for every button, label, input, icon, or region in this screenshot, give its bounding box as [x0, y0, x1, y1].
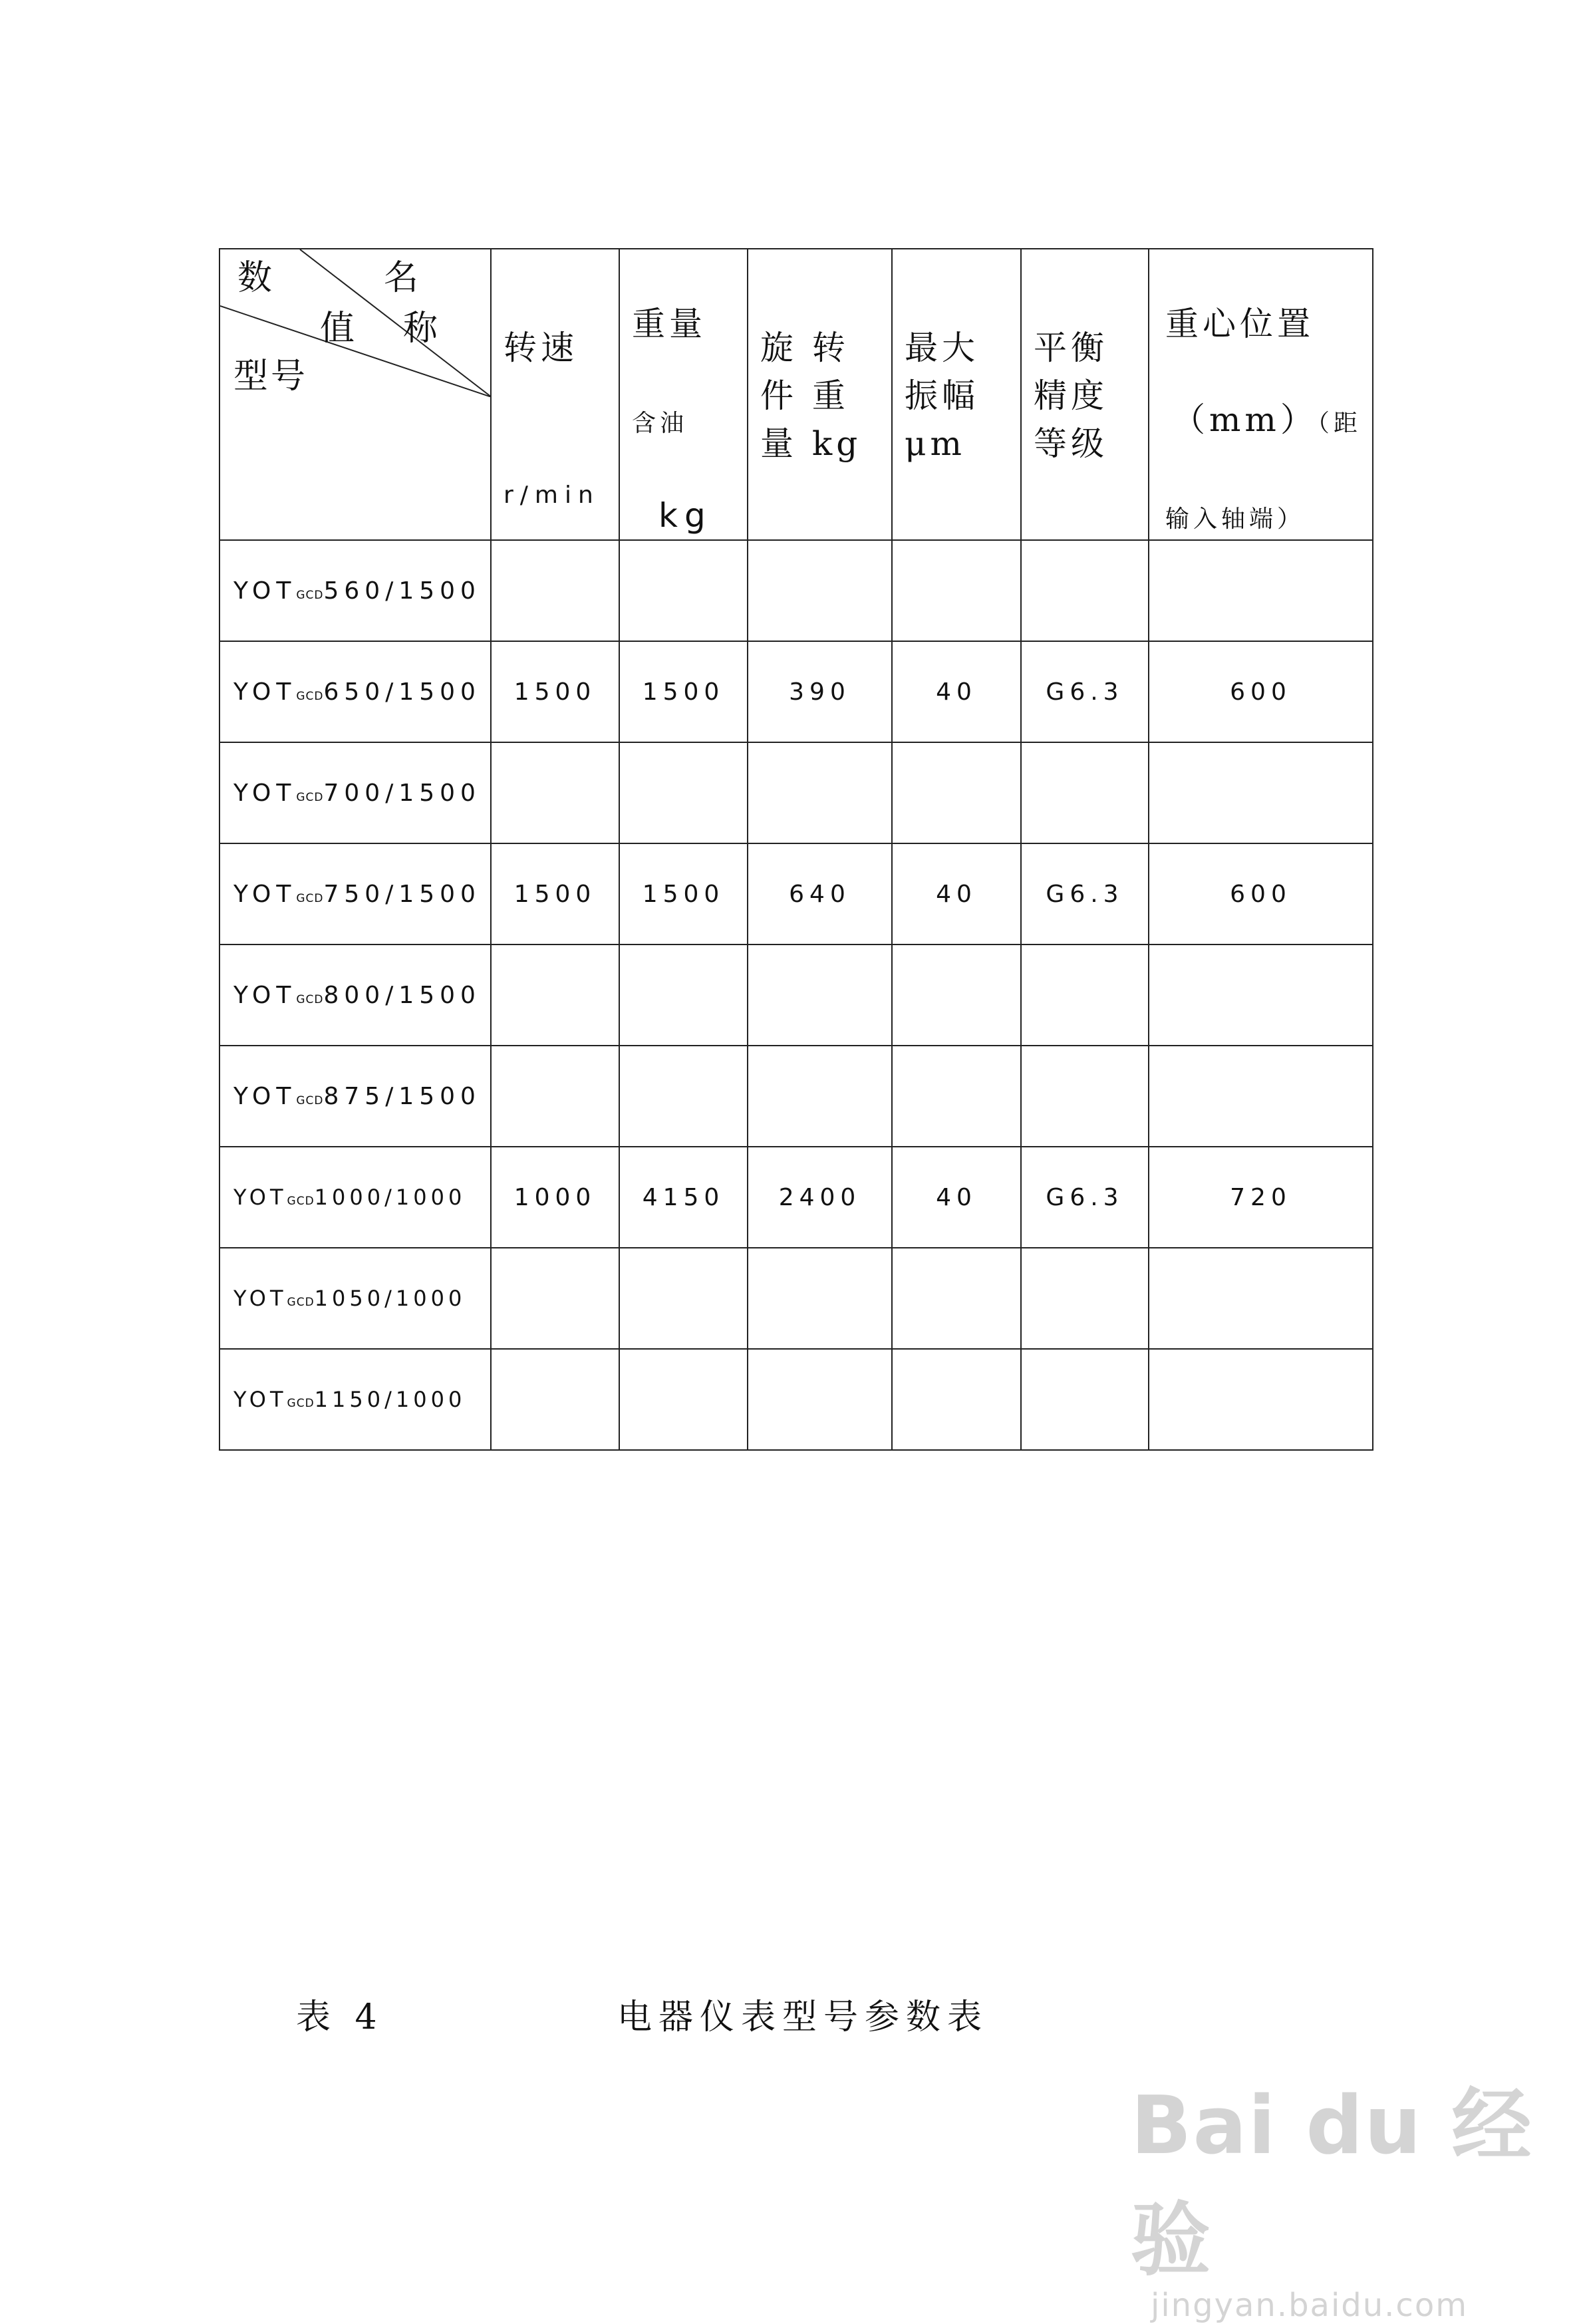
cell-rot — [748, 540, 892, 641]
cell-cog: 600 — [1149, 641, 1373, 742]
table-row — [219, 1349, 1373, 1450]
cell-speed — [491, 1349, 619, 1450]
cell-rot — [748, 1349, 892, 1450]
parameter-table — [219, 248, 1373, 1451]
header-cog-unit: （mm） — [1172, 400, 1318, 439]
table-row — [219, 641, 1373, 742]
model-suffix: 1050/1000 — [314, 1286, 466, 1311]
diag-label-cheng: 称 — [403, 309, 438, 349]
cell-cog — [1149, 1046, 1373, 1147]
cell-speed — [491, 1046, 619, 1147]
cell-cog — [1149, 540, 1373, 641]
header-speed — [491, 249, 619, 540]
model-prefix: YOT — [233, 1082, 297, 1110]
header-speed-unit: r/min — [504, 482, 600, 509]
header-weight-unit: kg — [658, 496, 712, 535]
baidu-watermark — [1131, 2062, 1556, 2324]
cell-speed: 1500 — [491, 843, 619, 944]
model-subscript: GCD — [296, 1093, 324, 1107]
cell-cog: 720 — [1149, 1147, 1373, 1248]
cell-weight — [619, 1248, 748, 1349]
model-cell — [219, 1349, 491, 1450]
model-prefix: YOT — [233, 779, 297, 807]
model-subscript: GCD — [296, 689, 324, 703]
cell-cog — [1149, 1248, 1373, 1349]
cell-weight — [619, 944, 748, 1046]
cell-amp — [892, 1046, 1021, 1147]
table-row — [219, 1147, 1373, 1248]
model-suffix: 650/1500 — [323, 678, 481, 706]
model-subscript: GCD — [287, 1397, 315, 1410]
model-suffix: 1000/1000 — [314, 1185, 466, 1210]
model-subscript: GCD — [287, 1195, 315, 1208]
table-row — [219, 944, 1373, 1046]
cell-bal: G6.3 — [1021, 641, 1149, 742]
model-prefix: YOT — [233, 880, 297, 908]
header-center-of-gravity — [1149, 249, 1373, 540]
table-header-row — [219, 249, 1373, 540]
cell-amp — [892, 742, 1021, 843]
header-weight-label: 重量 — [632, 305, 706, 343]
cell-rot: 390 — [748, 641, 892, 742]
cell-rot: 2400 — [748, 1147, 892, 1248]
header-weight-sub: 含油 — [632, 410, 688, 437]
cell-bal — [1021, 1248, 1149, 1349]
diag-label-zhi: 值 — [320, 309, 355, 349]
header-weight — [619, 249, 748, 540]
model-cell — [219, 742, 491, 843]
cell-speed — [491, 742, 619, 843]
table-row — [219, 540, 1373, 641]
model-cell — [219, 540, 491, 641]
cell-cog: 600 — [1149, 843, 1373, 944]
cell-bal — [1021, 742, 1149, 843]
caption-title: 电器仪表型号参数表 — [617, 1997, 989, 2037]
cell-amp: 40 — [892, 1147, 1021, 1248]
model-suffix: 1150/1000 — [314, 1387, 466, 1412]
cell-bal: G6.3 — [1021, 843, 1149, 944]
cell-amp — [892, 1248, 1021, 1349]
cell-weight: 1500 — [619, 843, 748, 944]
model-subscript: GCD — [296, 992, 324, 1006]
model-cell — [219, 1046, 491, 1147]
model-cell — [219, 843, 491, 944]
cell-rot — [748, 742, 892, 843]
model-prefix: YOT — [233, 1286, 287, 1311]
cell-bal — [1021, 944, 1149, 1046]
model-prefix: YOT — [233, 1387, 287, 1412]
model-cell — [219, 1248, 491, 1349]
header-cog-label: 重心位置 — [1165, 305, 1314, 343]
cell-amp: 40 — [892, 843, 1021, 944]
cell-amp — [892, 944, 1021, 1046]
header-balance — [1021, 249, 1149, 540]
cell-weight — [619, 1349, 748, 1450]
header-amplitude — [892, 249, 1021, 540]
header-cog-note2: 输入轴端） — [1165, 506, 1306, 533]
model-prefix: YOT — [233, 1185, 287, 1210]
model-prefix: YOT — [233, 981, 297, 1009]
cell-cog — [1149, 742, 1373, 843]
cell-weight: 1500 — [619, 641, 748, 742]
cell-speed: 1500 — [491, 641, 619, 742]
model-prefix: YOT — [233, 678, 297, 706]
table-row — [219, 742, 1373, 843]
cell-rot: 640 — [748, 843, 892, 944]
model-subscript: GCD — [287, 1296, 315, 1309]
header-amplitude-label: 最大 振幅 μm — [905, 329, 979, 463]
cell-speed — [491, 1248, 619, 1349]
watermark-logo-text: Bai du 经验 — [1131, 2080, 1533, 2287]
model-suffix: 800/1500 — [323, 981, 481, 1009]
cell-rot — [748, 1248, 892, 1349]
caption-table-number: 表 4 — [296, 1997, 384, 2037]
header-rotating-weight — [748, 249, 892, 540]
model-suffix: 875/1500 — [323, 1082, 481, 1110]
cell-weight — [619, 742, 748, 843]
cell-rot — [748, 944, 892, 1046]
cell-speed — [491, 944, 619, 1046]
model-cell — [219, 1147, 491, 1248]
table-row — [219, 1046, 1373, 1147]
cell-weight — [619, 540, 748, 641]
cell-speed: 1000 — [491, 1147, 619, 1248]
model-subscript: GCD — [296, 891, 324, 905]
cell-bal: G6.3 — [1021, 1147, 1149, 1248]
model-prefix: YOT — [233, 577, 297, 605]
table-row — [219, 843, 1373, 944]
diag-label-shu: 数 — [237, 258, 273, 298]
cell-amp — [892, 1349, 1021, 1450]
table-row — [219, 1248, 1373, 1349]
cell-bal — [1021, 1349, 1149, 1450]
header-cog-note1: （距 — [1317, 410, 1362, 437]
cell-weight — [619, 1046, 748, 1147]
cell-cog — [1149, 944, 1373, 1046]
model-subscript: GCD — [296, 790, 324, 804]
cell-rot — [748, 1046, 892, 1147]
cell-speed — [491, 540, 619, 641]
diag-label-ming: 名 — [384, 258, 419, 298]
diagonal-header-cell — [219, 249, 491, 540]
cell-cog — [1149, 1349, 1373, 1450]
cell-amp — [892, 540, 1021, 641]
cell-weight: 4150 — [619, 1147, 748, 1248]
model-cell — [219, 641, 491, 742]
header-speed-label: 转速 — [504, 329, 578, 367]
model-suffix: 700/1500 — [323, 779, 481, 807]
model-suffix: 750/1500 — [323, 880, 481, 908]
model-subscript: GCD — [296, 588, 324, 602]
diag-label-model: 型号 — [233, 357, 309, 396]
cell-amp: 40 — [892, 641, 1021, 742]
watermark-url: jingyan.baidu.com — [1151, 2287, 1468, 2324]
model-suffix: 560/1500 — [323, 577, 481, 605]
cell-bal — [1021, 1046, 1149, 1147]
header-rotating-weight-label: 旋 转 件 重 量 kg — [760, 329, 862, 463]
model-cell — [219, 944, 491, 1046]
header-balance-label: 平衡 精度 等级 — [1034, 329, 1108, 463]
cell-bal — [1021, 540, 1149, 641]
